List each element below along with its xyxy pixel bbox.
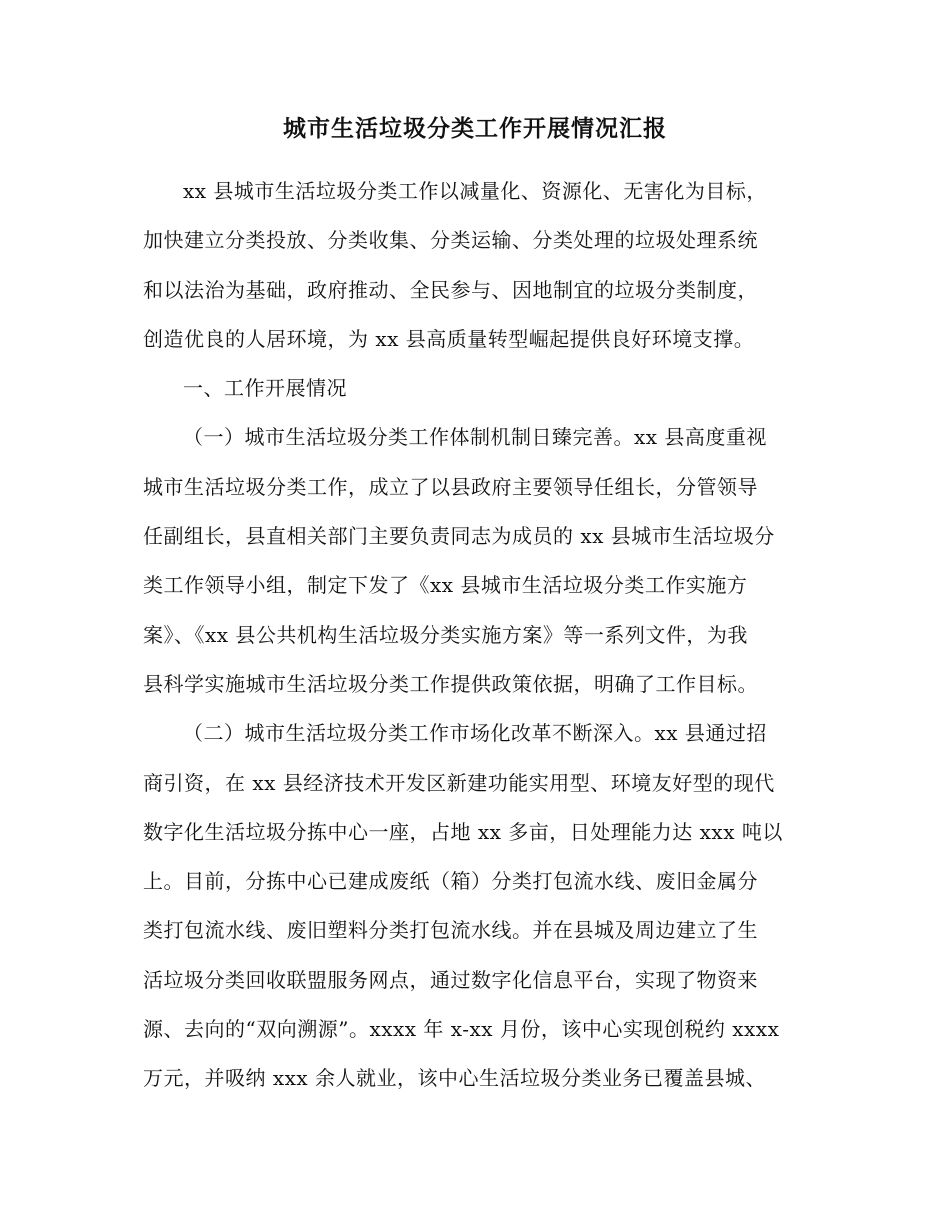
body-line: 类打包流水线、废旧塑料分类打包流水线。并在县城及周边建立了生 bbox=[143, 918, 758, 943]
body-line: 万元，并吸纳 xxx 余人就业，该中心生活垃圾分类业务已覆盖县城、 bbox=[143, 1066, 767, 1091]
body-line: 和以法治为基础，政府推动、全民参与、因地制宜的垃圾分类制度， bbox=[143, 277, 758, 302]
body-line: （一）城市生活垃圾分类工作体制机制日臻完善。xx 县高度重视 bbox=[183, 425, 767, 450]
body-line: xx 县城市生活垃圾分类工作以减量化、资源化、无害化为目标， bbox=[183, 179, 767, 203]
body-line: 城市生活垃圾分类工作，成立了以县政府主要领导任组长，分管领导 bbox=[143, 474, 758, 499]
body-line: 一、工作开展情况 bbox=[183, 376, 347, 401]
body-line: 县科学实施城市生活垃圾分类工作提供政策依据，明确了工作目标。 bbox=[143, 671, 758, 696]
body-line: 任副组长，县直相关部门主要负责同志为成员的 xx 县城市生活垃圾分 bbox=[143, 524, 775, 549]
body-line: 类工作领导小组，制定下发了《xx 县城市生活垃圾分类工作实施方 bbox=[143, 573, 748, 598]
body-line: 源、去向的“双向溯源”。xxxx 年 x-xx 月份，该中心实现创税约 xxxx bbox=[143, 1017, 780, 1042]
body-line: 活垃圾分类回收联盟服务网点，通过数字化信息平台，实现了物资来 bbox=[143, 967, 758, 992]
body-line: 数字化生活垃圾分拣中心一座，占地 xx 多亩，日处理能力达 xxx 吨以 bbox=[143, 819, 783, 844]
body-line: 商引资，在 xx 县经济技术开发区新建功能实用型、环境友好型的现代 bbox=[143, 770, 775, 795]
body-line: 上。目前，分拣中心已建成废纸（箱）分类打包流水线、废旧金属分 bbox=[143, 869, 758, 894]
body-line: （二）城市生活垃圾分类工作市场化改革不断深入。xx 县通过招 bbox=[183, 721, 767, 746]
body-line: 创造优良的人居环境，为 xx 县高质量转型崛起提供良好环境支撑。 bbox=[143, 326, 755, 351]
document-body bbox=[143, 167, 813, 1104]
document-title: 城市生活垃圾分类工作开展情况汇报 bbox=[283, 115, 667, 142]
body-line: 案》、《xx 县公共机构生活垃圾分类实施方案》等一系列文件，为我 bbox=[143, 622, 748, 647]
body-line: 加快建立分类投放、分类收集、分类运输、分类处理的垃圾处理系统 bbox=[143, 228, 758, 253]
